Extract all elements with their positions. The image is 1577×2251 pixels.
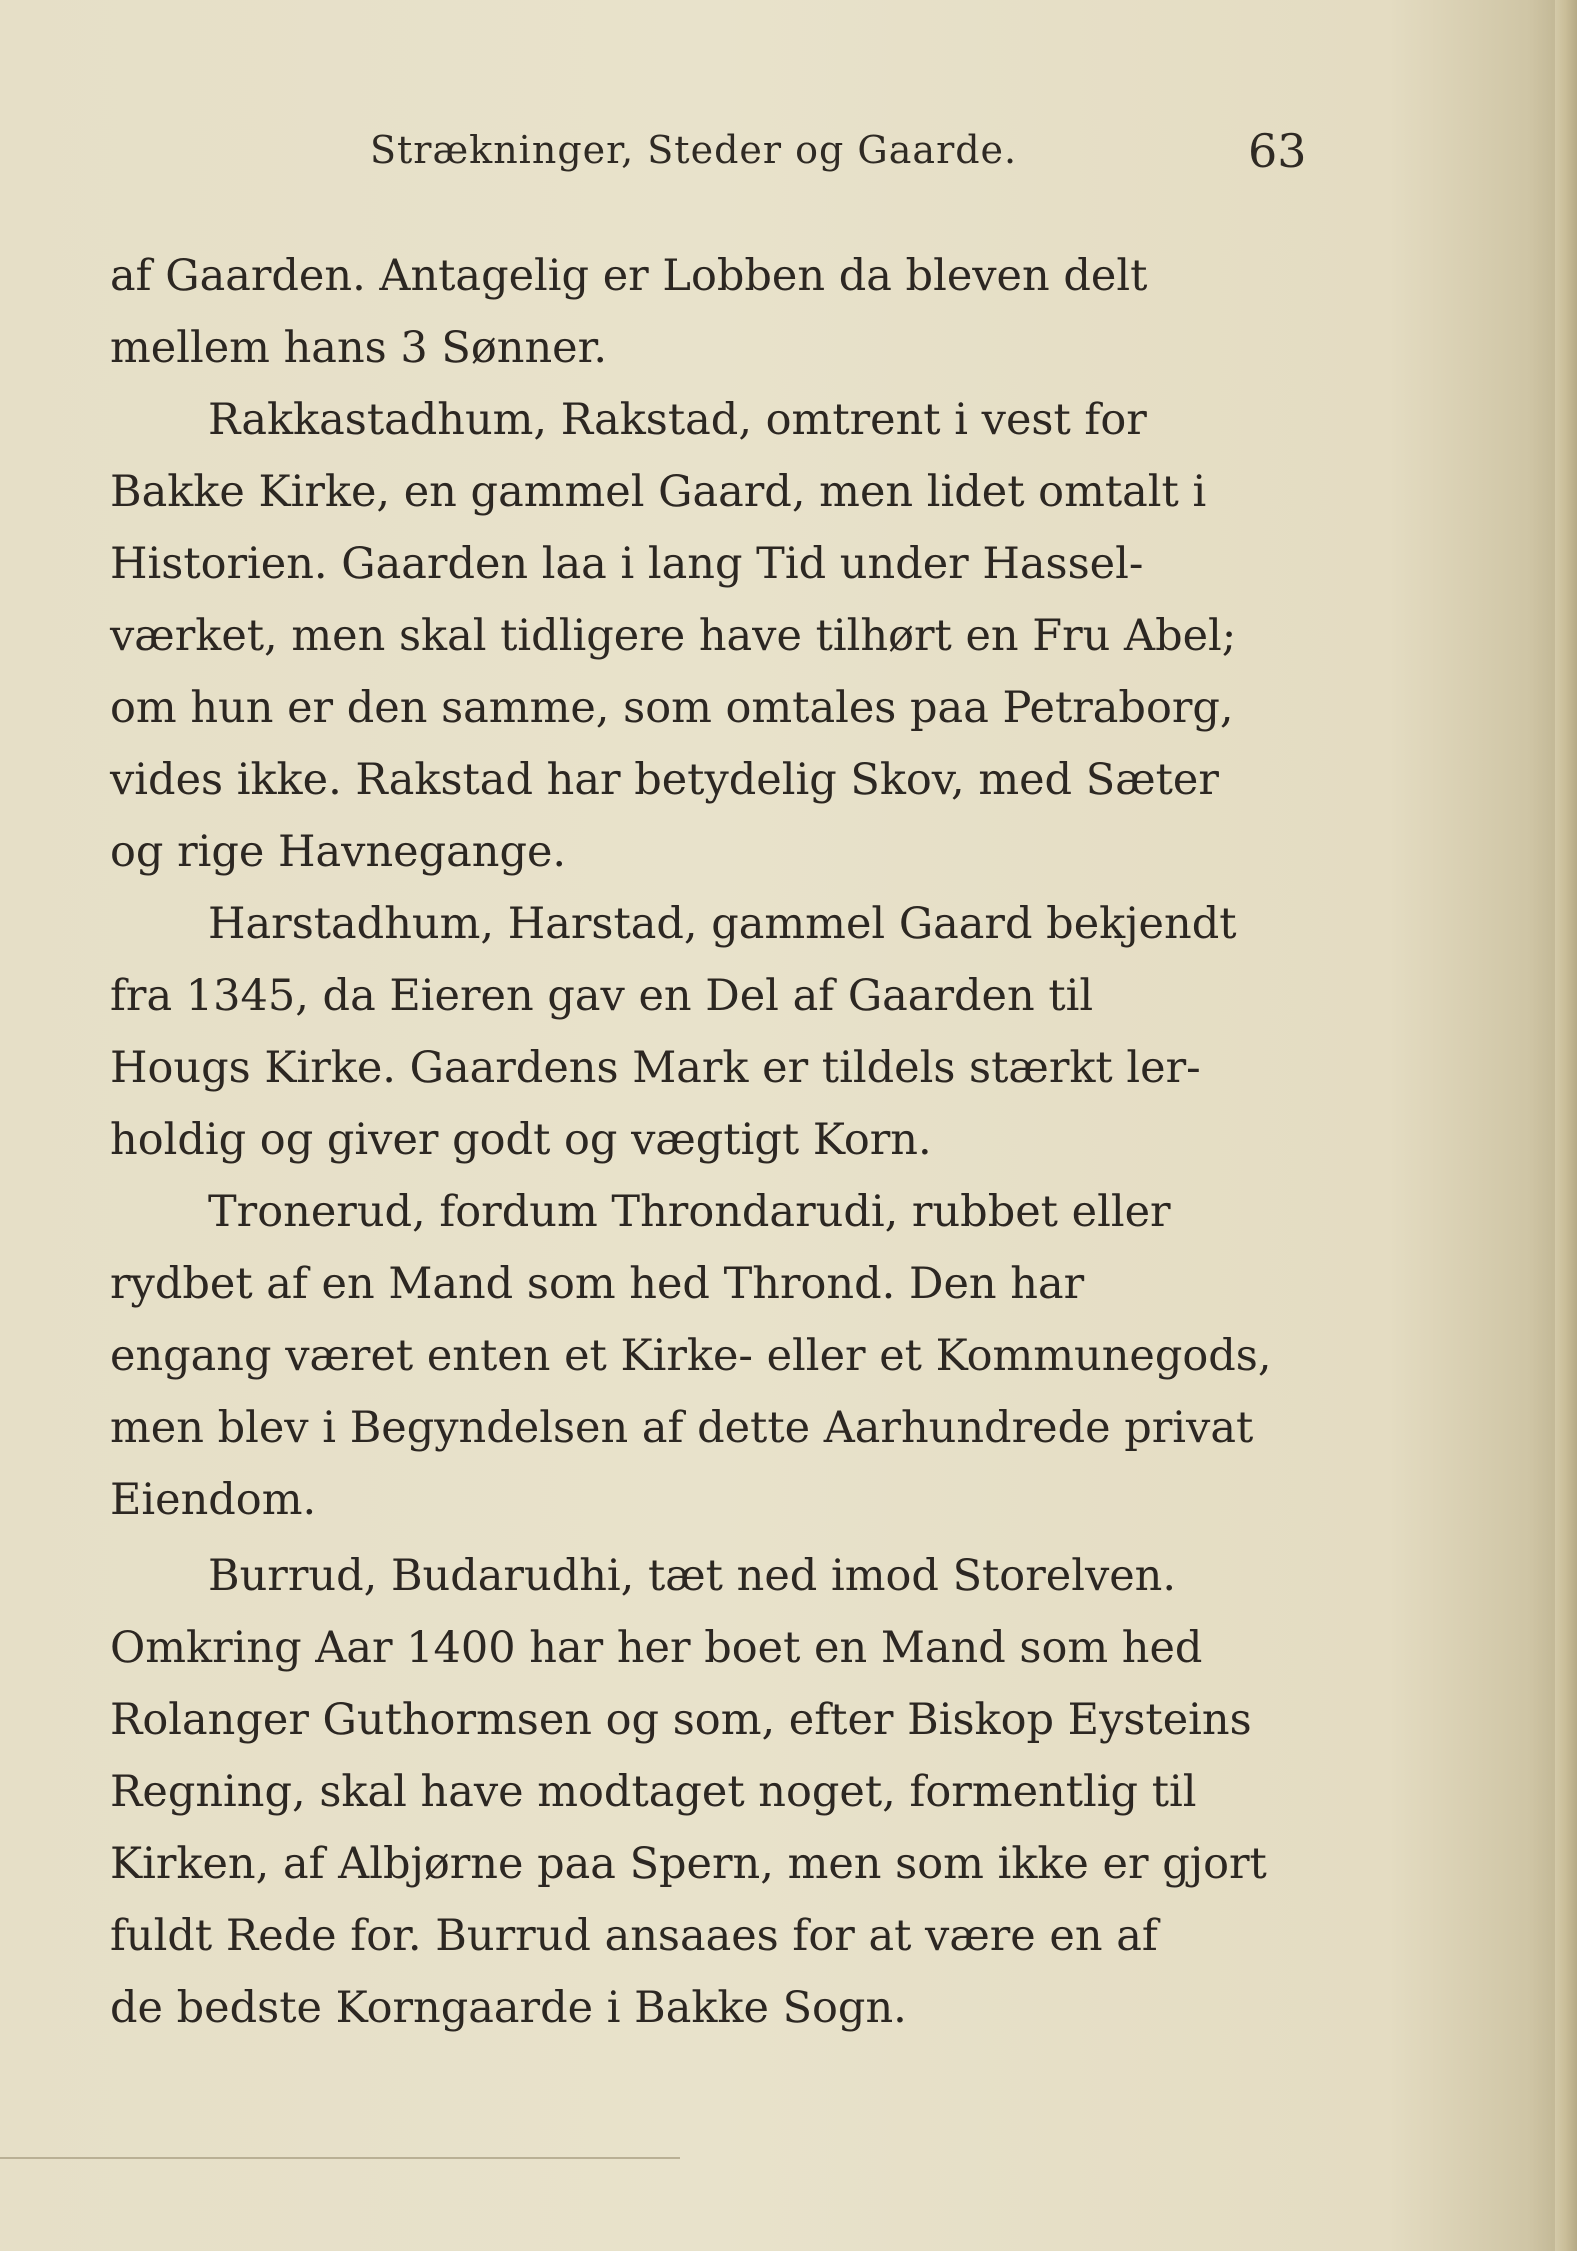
text-line: engang været enten et Kirke- eller et Kommunegods, — [110, 1331, 1272, 1381]
text-line: rydbet af en Mand som hed Thrond. Den har — [110, 1259, 1085, 1309]
text-line: Bakke Kirke, en gammel Gaard, men lidet omtalt i — [110, 467, 1207, 517]
text-line: de bedste Korngaarde i Bakke Sogn. — [110, 1983, 907, 2033]
running-head-title: Strækninger, Steder og Gaarde. — [370, 128, 1018, 172]
text-line: Burrud, Budarudhi, tæt ned imod Storelven. — [208, 1551, 1177, 1601]
text-line: og rige Havnegange. — [110, 827, 567, 877]
text-line: fuldt Rede for. Burrud ansaaes for at være en af — [110, 1911, 1158, 1961]
text-line: men blev i Begyndelsen af dette Aarhundrede privat — [110, 1403, 1254, 1453]
text-line: om hun er den samme, som omtales paa Petraborg, — [110, 683, 1234, 733]
text-line: Regning, skal have modtaget noget, formentlig til — [110, 1767, 1197, 1817]
text-line: Harstadhum, Harstad, gammel Gaard bekjendt — [208, 899, 1237, 949]
page-number: 63 — [1248, 124, 1307, 178]
text-line: vides ikke. Rakstad har betydelig Skov, med Sæter — [110, 755, 1219, 805]
text-line: Kirken, af Albjørne paa Spern, men som ikke er gjort — [110, 1839, 1267, 1889]
text-line: mellem hans 3 Sønner. — [110, 323, 608, 373]
text-line: værket, men skal tidligere have tilhørt en Fru Abel; — [110, 611, 1237, 661]
text-line: fra 1345, da Eieren gav en Del af Gaarden til — [110, 971, 1094, 1021]
text-line: Rakkastadhum, Rakstad, omtrent i vest for — [208, 395, 1147, 445]
text-line: Historien. Gaarden laa i lang Tid under Hassel- — [110, 539, 1144, 589]
running-head — [0, 118, 1577, 188]
text-line: holdig og giver godt og vægtigt Korn. — [110, 1115, 932, 1165]
text-line: Hougs Kirke. Gaardens Mark er tildels stærkt ler- — [110, 1043, 1201, 1093]
text-line: Eiendom. — [110, 1475, 317, 1525]
page-edge — [1555, 0, 1577, 2251]
text-line: Tronerud, fordum Throndarudi, rubbet eller — [208, 1187, 1171, 1237]
text-line: af Gaarden. Antagelig er Lobben da bleven delt — [110, 251, 1148, 301]
text-line: Omkring Aar 1400 har her boet en Mand som hed — [110, 1623, 1203, 1673]
text-line: Rolanger Guthormsen og som, efter Biskop Eysteins — [110, 1695, 1252, 1745]
bottom-rule — [0, 2157, 680, 2159]
